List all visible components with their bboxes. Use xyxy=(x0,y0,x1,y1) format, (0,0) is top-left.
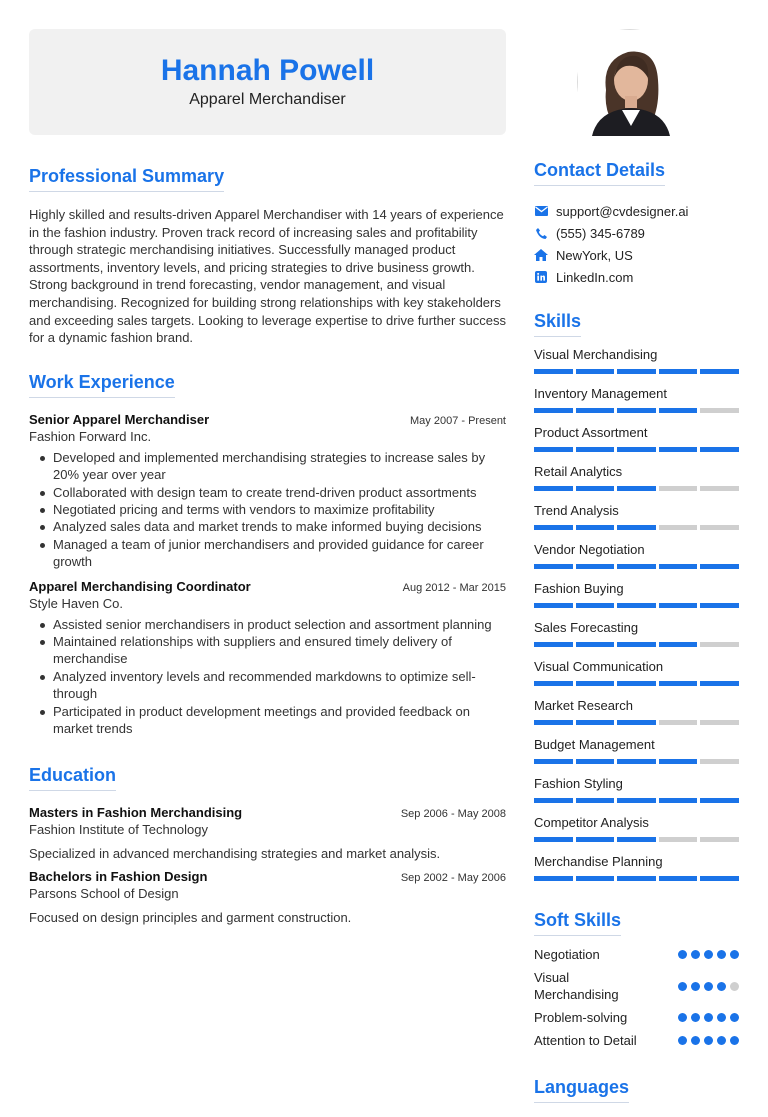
phone-text[interactable]: (555) 345-6789 xyxy=(556,225,645,241)
skill-level-segment xyxy=(576,525,615,530)
rating-dot xyxy=(717,1036,726,1045)
rating-dot xyxy=(704,982,713,991)
education-heading: Education xyxy=(29,765,116,791)
header-box xyxy=(29,29,506,135)
skill-level-segment xyxy=(659,564,698,569)
skill-level-segment xyxy=(700,603,739,608)
soft-skill-item xyxy=(534,1009,739,1026)
job-title: Apparel Merchandising Coordinator xyxy=(29,578,251,594)
skill-name: Product Assortment xyxy=(534,425,648,440)
rating-dot xyxy=(704,950,713,959)
skill-level-segment xyxy=(700,486,739,491)
skill-level-segment xyxy=(700,759,739,764)
bullet-item: Analyzed inventory levels and recommended markdowns to optimize sell-through xyxy=(29,668,506,703)
bullet-item: Analyzed sales data and market trends to make informed buying decisions xyxy=(29,518,506,535)
skill-level-bar xyxy=(534,681,739,686)
skill-level-segment xyxy=(617,720,656,725)
skill-level-segment xyxy=(617,759,656,764)
education-dates: Sep 2006 - May 2008 xyxy=(400,808,506,821)
bullet-item: Collaborated with design team to create trend-driven product assortments xyxy=(29,484,506,501)
bullet-item: Participated in product development meetings and provided feedback on market trends xyxy=(29,703,506,738)
skill-level-segment xyxy=(659,642,698,647)
skill-level-segment xyxy=(576,759,615,764)
job-bullets xyxy=(29,616,506,738)
bullet-item: Managed a team of junior merchandisers and provided guidance for career growth xyxy=(29,536,506,571)
skill-level-segment xyxy=(534,525,573,530)
skill-level-segment xyxy=(534,681,573,686)
skill-level-segment xyxy=(576,720,615,725)
candidate-name: Hannah Powell xyxy=(160,54,375,87)
rating-dot xyxy=(730,982,739,991)
skill-level-segment xyxy=(576,603,615,608)
skill-level-bar xyxy=(534,837,739,842)
skill-level-bar xyxy=(534,525,739,530)
skill-item xyxy=(534,854,739,881)
skill-level-segment xyxy=(700,720,739,725)
skill-level-segment xyxy=(700,525,739,530)
right-column xyxy=(534,160,739,1117)
skill-level-segment xyxy=(576,369,615,374)
skill-name: Budget Management xyxy=(534,737,655,752)
skill-level-bar xyxy=(534,642,739,647)
contact-linkedin[interactable] xyxy=(534,266,739,288)
skill-level-segment xyxy=(617,603,656,608)
skill-level-bar xyxy=(534,447,739,452)
skill-level-segment xyxy=(659,837,698,842)
skill-level-segment xyxy=(659,369,698,374)
rating-dot xyxy=(730,1013,739,1022)
skill-level-segment xyxy=(700,564,739,569)
skill-name: Competitor Analysis xyxy=(534,815,649,830)
skill-item xyxy=(534,698,739,725)
skill-level-segment xyxy=(700,681,739,686)
skill-level-segment xyxy=(534,642,573,647)
skill-level-bar xyxy=(534,408,739,413)
phone-icon xyxy=(534,226,548,240)
job-title: Senior Apparel Merchandiser xyxy=(29,411,210,427)
skill-level-segment xyxy=(576,681,615,686)
skill-level-segment xyxy=(700,642,739,647)
job-dates: May 2007 - Present xyxy=(410,414,506,427)
soft-skill-rating xyxy=(678,982,739,991)
skill-level-bar xyxy=(534,876,739,881)
contact-phone[interactable] xyxy=(534,222,739,244)
skill-item xyxy=(534,620,739,647)
skill-level-segment xyxy=(534,564,573,569)
email-text[interactable]: support@cvdesigner.ai xyxy=(556,203,689,219)
education-dates: Sep 2002 - May 2006 xyxy=(400,872,506,885)
school-name: Fashion Institute of Technology xyxy=(29,822,208,838)
skill-level-bar xyxy=(534,486,739,491)
rating-dot xyxy=(730,950,739,959)
skill-name: Inventory Management xyxy=(534,386,667,401)
skill-name: Merchandise Planning xyxy=(534,854,663,869)
skill-name: Visual Communication xyxy=(534,659,664,674)
job-entry xyxy=(29,412,506,571)
skill-level-segment xyxy=(534,408,573,413)
rating-dot xyxy=(717,950,726,959)
portrait-image xyxy=(578,30,684,136)
education-description: Specialized in advanced merchandising strategies and market analysis. xyxy=(29,846,441,862)
rating-dot xyxy=(678,982,687,991)
skill-level-segment xyxy=(617,447,656,452)
skill-level-segment xyxy=(617,408,656,413)
skill-level-bar xyxy=(534,603,739,608)
envelope-icon xyxy=(534,204,548,218)
bullet-item: Maintained relationships with suppliers and ensured timely delivery of merchandise xyxy=(29,633,506,668)
skill-item xyxy=(534,503,739,530)
rating-dot xyxy=(704,1036,713,1045)
skill-level-bar xyxy=(534,369,739,374)
rating-dot xyxy=(678,1036,687,1045)
soft-skill-item xyxy=(534,946,739,963)
skill-item xyxy=(534,815,739,842)
education-entry xyxy=(29,805,506,861)
soft-skill-rating xyxy=(678,1013,739,1022)
skill-level-segment xyxy=(617,486,656,491)
skill-level-segment xyxy=(534,876,573,881)
skill-item xyxy=(534,659,739,686)
skill-level-segment xyxy=(576,447,615,452)
summary-text: Highly skilled and results-driven Apparel Merchandiser with 14 years of experience in the fashion industry. Proven track record of increasing sales and profitability through strategic merchandising initiatives. Successfully managed product assortments, inventory levels, and pricing strategies to drive business growth. Strong background in trend forecasting, vendor management, and visual merchandising. Recognized for building strong relationships with key stakeholders and exceeding sales targets. Looking to leverage expertise to drive further success for a dynamic fashion brand. xyxy=(29,207,506,346)
bullet-item: Assisted senior merchandisers in product selection and assortment planning xyxy=(29,616,506,633)
skill-level-segment xyxy=(534,369,573,374)
summary-heading: Professional Summary xyxy=(29,166,224,192)
linkedin-text[interactable]: LinkedIn.com xyxy=(556,269,634,285)
skill-level-bar xyxy=(534,564,739,569)
degree-title: Masters in Fashion Merchandising xyxy=(29,805,243,821)
skill-level-segment xyxy=(617,681,656,686)
skill-item xyxy=(534,542,739,569)
skill-name: Market Research xyxy=(534,698,633,713)
experience-heading: Work Experience xyxy=(29,372,175,398)
skill-item xyxy=(534,737,739,764)
skill-level-segment xyxy=(700,837,739,842)
skill-level-segment xyxy=(534,798,573,803)
soft-skills-list xyxy=(534,946,739,1049)
rating-dot xyxy=(691,1036,700,1045)
skill-level-segment xyxy=(534,837,573,842)
rating-dot xyxy=(691,1013,700,1022)
skill-level-segment xyxy=(617,642,656,647)
rating-dot xyxy=(691,982,700,991)
skill-level-segment xyxy=(700,876,739,881)
skill-item xyxy=(534,776,739,803)
soft-skill-name: Attention to Detail xyxy=(534,1033,637,1048)
profile-photo xyxy=(577,29,683,135)
skill-item xyxy=(534,581,739,608)
skill-level-segment xyxy=(576,486,615,491)
skills-list xyxy=(534,347,739,881)
education-description: Focused on design principles and garment construction. xyxy=(29,910,352,926)
skill-level-segment xyxy=(534,603,573,608)
left-column xyxy=(29,166,506,933)
skill-level-segment xyxy=(700,447,739,452)
skill-name: Vendor Negotiation xyxy=(534,542,645,557)
skill-level-segment xyxy=(617,798,656,803)
job-dates: Aug 2012 - Mar 2015 xyxy=(402,581,506,594)
rating-dot xyxy=(691,950,700,959)
skill-level-segment xyxy=(617,525,656,530)
skill-level-segment xyxy=(700,408,739,413)
candidate-title: Apparel Merchandiser xyxy=(189,91,346,108)
home-icon xyxy=(534,248,548,262)
soft-skill-item xyxy=(534,969,739,1003)
skill-level-segment xyxy=(534,486,573,491)
skill-level-segment xyxy=(659,486,698,491)
rating-dot xyxy=(704,1013,713,1022)
skill-level-bar xyxy=(534,759,739,764)
skill-name: Retail Analytics xyxy=(534,464,623,479)
education-entry xyxy=(29,869,506,925)
skill-level-segment xyxy=(576,564,615,569)
degree-title: Bachelors in Fashion Design xyxy=(29,869,208,885)
skill-name: Fashion Styling xyxy=(534,776,623,791)
rating-dot xyxy=(678,1013,687,1022)
rating-dot xyxy=(717,1013,726,1022)
skill-level-segment xyxy=(659,525,698,530)
soft-skill-name: Negotiation xyxy=(534,947,600,962)
linkedin-icon xyxy=(534,270,548,284)
company-name: Style Haven Co. xyxy=(29,595,123,611)
skill-level-bar xyxy=(534,720,739,725)
contact-email[interactable] xyxy=(534,200,739,222)
skill-item xyxy=(534,425,739,452)
soft-skills-heading: Soft Skills xyxy=(534,910,621,936)
school-name: Parsons School of Design xyxy=(29,886,179,902)
skill-level-segment xyxy=(659,447,698,452)
skill-level-segment xyxy=(534,720,573,725)
contact-heading: Contact Details xyxy=(534,160,665,186)
soft-skill-rating xyxy=(678,1036,739,1045)
rating-dot xyxy=(717,982,726,991)
rating-dot xyxy=(678,950,687,959)
skill-level-segment xyxy=(659,720,698,725)
skill-level-segment xyxy=(659,798,698,803)
skill-name: Visual Merchandising xyxy=(534,347,658,362)
skill-level-segment xyxy=(659,876,698,881)
skill-level-bar xyxy=(534,798,739,803)
languages-heading: Languages xyxy=(534,1077,629,1103)
location-text: NewYork, US xyxy=(556,247,633,263)
skill-name: Sales Forecasting xyxy=(534,620,639,635)
skill-name: Trend Analysis xyxy=(534,503,619,518)
skill-level-segment xyxy=(534,447,573,452)
company-name: Fashion Forward Inc. xyxy=(29,428,152,444)
bullet-item: Developed and implemented merchandising strategies to increase sales by 20% year over year xyxy=(29,449,506,484)
soft-skill-rating xyxy=(678,950,739,959)
skill-level-segment xyxy=(659,603,698,608)
contact-location xyxy=(534,244,739,266)
skill-level-segment xyxy=(576,642,615,647)
skill-level-segment xyxy=(576,798,615,803)
skill-level-segment xyxy=(700,369,739,374)
skill-level-segment xyxy=(617,369,656,374)
skill-item xyxy=(534,464,739,491)
skills-heading: Skills xyxy=(534,311,581,337)
skill-level-segment xyxy=(659,759,698,764)
skill-level-segment xyxy=(617,837,656,842)
job-bullets xyxy=(29,449,506,571)
skill-level-segment xyxy=(617,876,656,881)
rating-dot xyxy=(730,1036,739,1045)
skill-item xyxy=(534,347,739,374)
skill-level-segment xyxy=(576,408,615,413)
skill-level-segment xyxy=(700,798,739,803)
job-entry xyxy=(29,579,506,738)
skill-level-segment xyxy=(617,564,656,569)
soft-skill-item xyxy=(534,1032,739,1049)
bullet-item: Negotiated pricing and terms with vendors to maximize profitability xyxy=(29,501,506,518)
skill-item xyxy=(534,386,739,413)
skill-level-segment xyxy=(576,876,615,881)
soft-skill-name: Problem-solving xyxy=(534,1010,628,1025)
skill-level-segment xyxy=(534,759,573,764)
skill-level-segment xyxy=(659,408,698,413)
soft-skill-name: Visual Merchandising xyxy=(534,970,619,1002)
skill-level-segment xyxy=(576,837,615,842)
skill-name: Fashion Buying xyxy=(534,581,624,596)
skill-level-segment xyxy=(659,681,698,686)
